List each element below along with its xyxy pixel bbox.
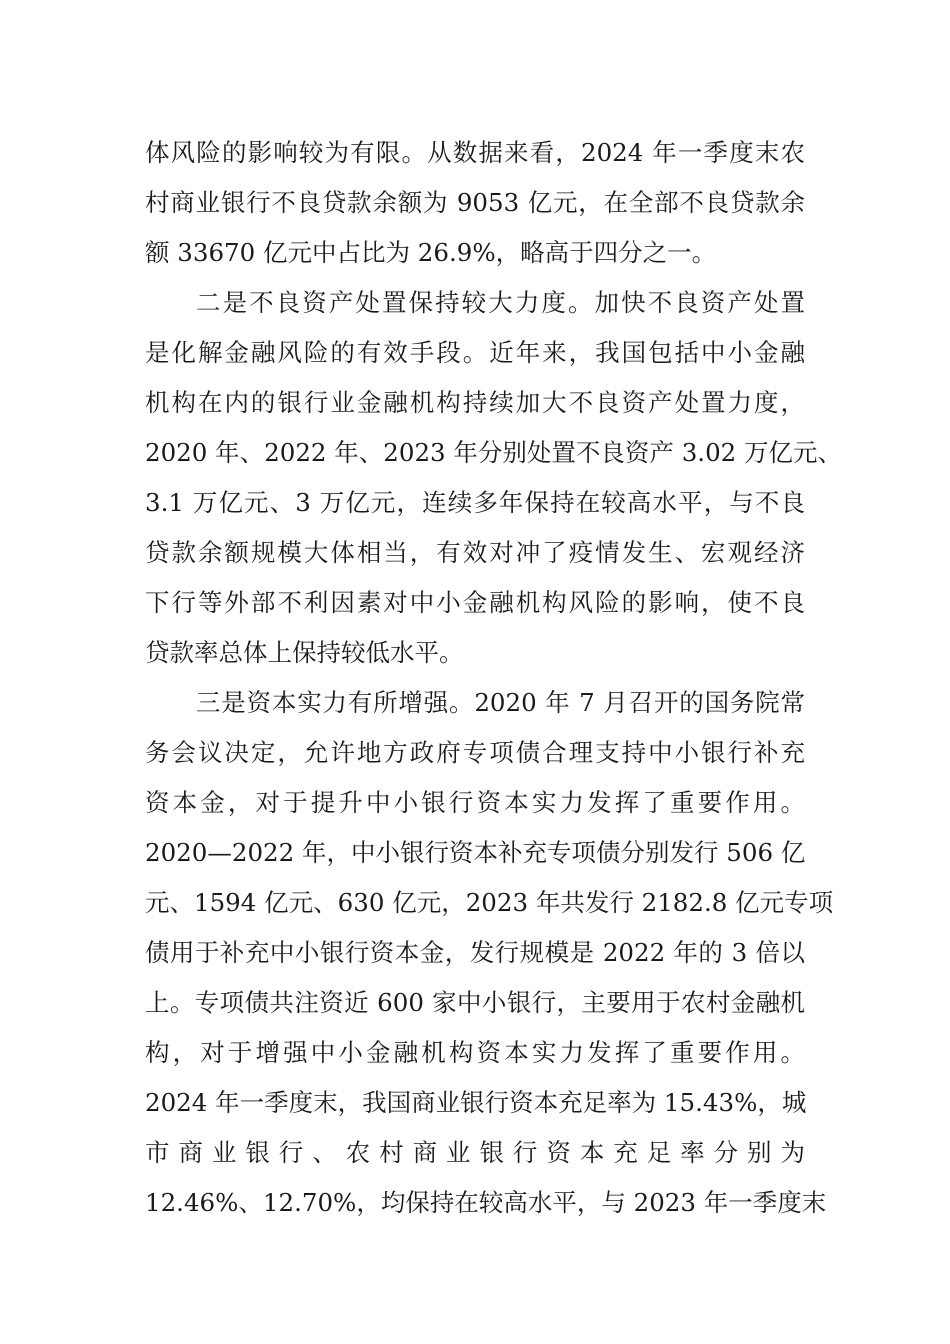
text-line: 构，对于增强中小金融机构资本实力发挥了重要作用。	[145, 1038, 805, 1067]
text-line: 体风险的影响较为有限。从数据来看，2024 年一季度末农	[145, 138, 805, 167]
text-line: 务会议决定，允许地方政府专项债合理支持中小银行补充	[145, 738, 805, 767]
text-line: 3.1 万亿元、3 万亿元，连续多年保持在较高水平，与不良	[145, 488, 805, 517]
text-line: 资本金，对于提升中小银行资本实力发挥了重要作用。	[145, 788, 805, 817]
text-line: 债用于补充中小银行资本金，发行规模是 2022 年的 3 倍以	[145, 938, 805, 967]
text-line: 2020—2022 年，中小银行资本补充专项债分别发行 506 亿	[145, 838, 806, 867]
text-line: 额 33670 亿元中占比为 26.9%，略高于四分之一。	[145, 238, 717, 267]
text-line: 机构在内的银行业金融机构持续加大不良资产处置力度，	[145, 388, 805, 417]
paragraph-first-line: 三是资本实力有所增强。2020 年 7 月召开的国务院常	[196, 688, 805, 717]
text-line: 上。专项债共注资近 600 家中小银行，主要用于农村金融机	[145, 988, 805, 1017]
text-line: 下行等外部不利因素对中小金融机构风险的影响，使不良	[145, 588, 805, 617]
text-line: 2024 年一季度末，我国商业银行资本充足率为 15.43%，城	[145, 1088, 807, 1117]
text-line: 贷款率总体上保持较低水平。	[145, 638, 464, 667]
text-line: 2020 年、2022 年、2023 年分别处置不良资产 3.02 万亿元、	[145, 438, 843, 467]
text-line: 元、1594 亿元、630 亿元，2023 年共发行 2182.8 亿元专项	[145, 888, 834, 917]
text-line: 是化解金融风险的有效手段。近年来，我国包括中小金融	[145, 338, 805, 367]
paragraph-first-line: 二是不良资产处置保持较大力度。加快不良资产处置	[196, 288, 805, 317]
text-line: 12.46%、12.70%，均保持在较高水平，与 2023 年一季度末	[145, 1188, 827, 1217]
text-line: 村商业银行不良贷款余额为 9053 亿元，在全部不良贷款余	[145, 188, 805, 217]
text-line: 市商业银行、农村商业银行资本充足率分别为	[145, 1138, 805, 1167]
text-line: 贷款余额规模大体相当，有效对冲了疫情发生、宏观经济	[145, 538, 805, 567]
